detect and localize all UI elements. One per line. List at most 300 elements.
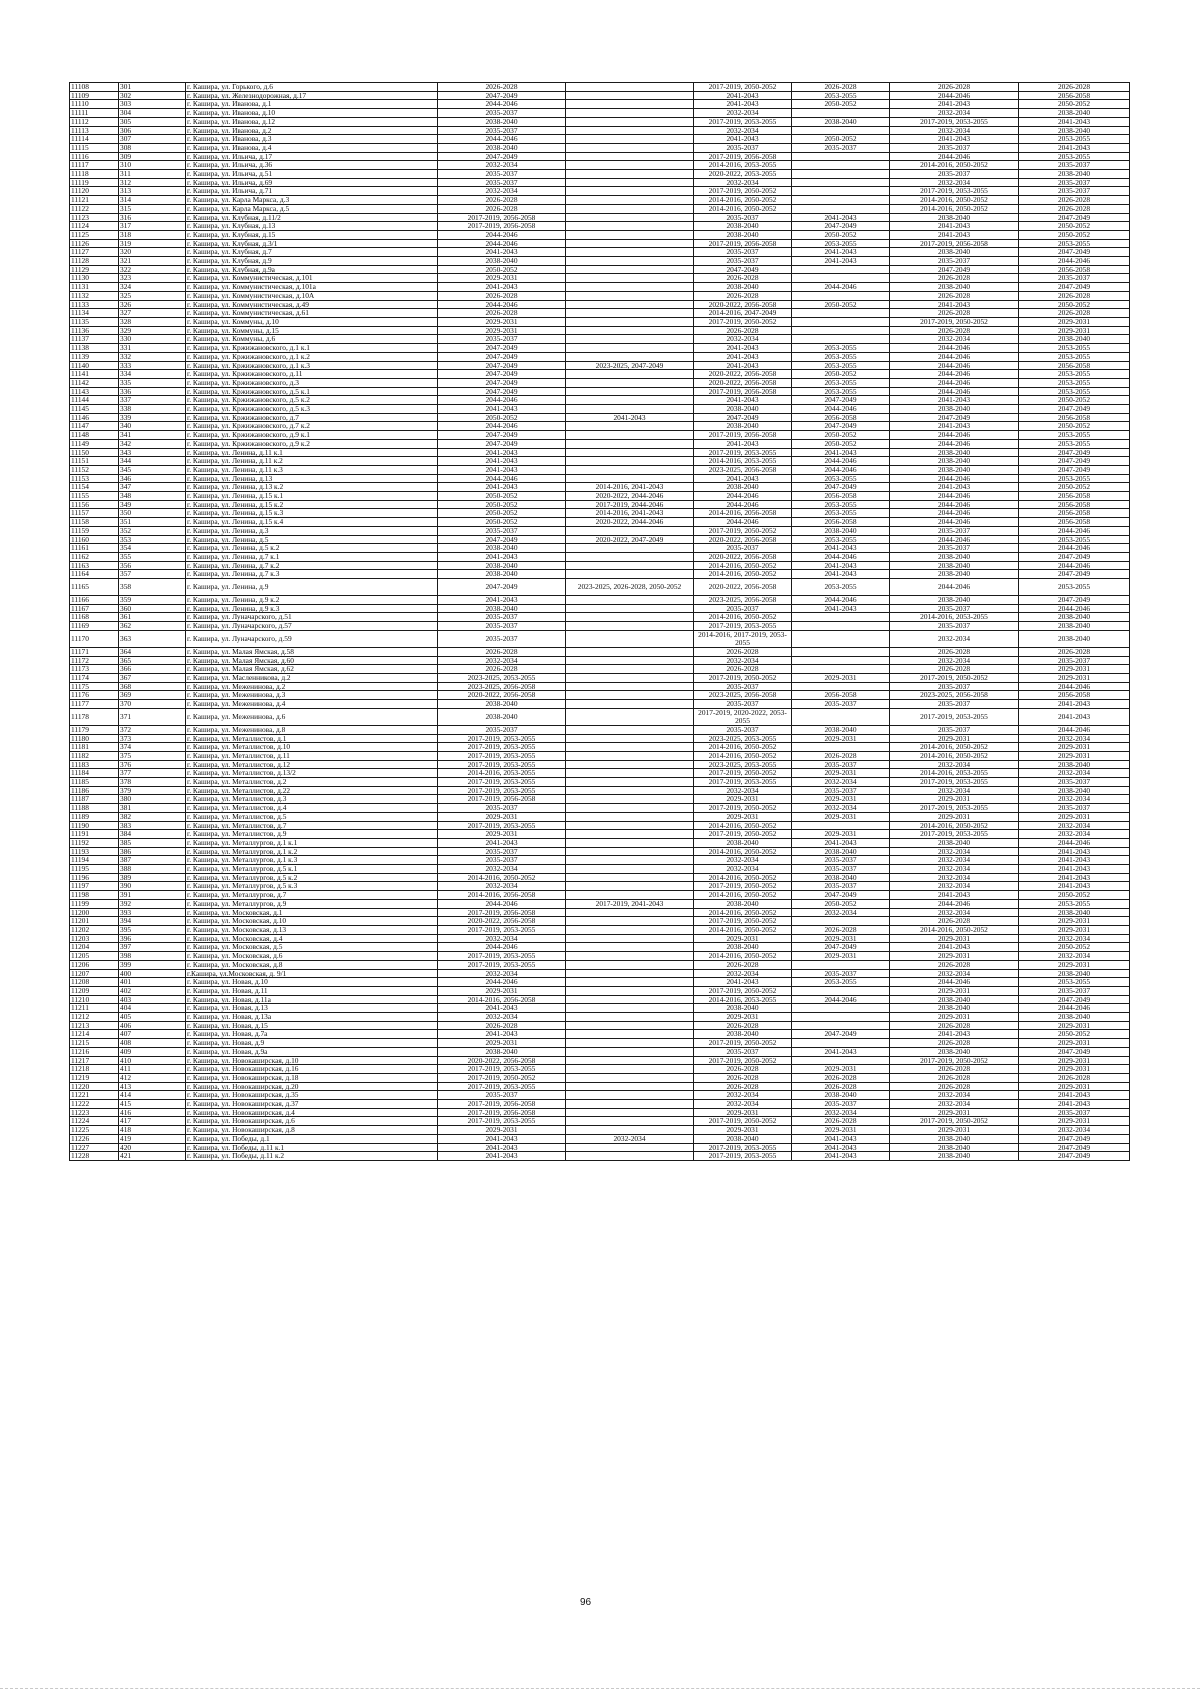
period-cell-3: 2017-2019, 2053-2055 bbox=[694, 1152, 792, 1161]
row-id-cell: 11126 bbox=[70, 239, 119, 248]
row-number-cell: 327 bbox=[119, 309, 186, 318]
period-cell-3: 2014-2016, 2047-2049 bbox=[694, 309, 792, 318]
row-number-cell: 360 bbox=[119, 604, 186, 613]
address-cell: г. Кашира, ул. Новая, д.9а bbox=[186, 1047, 438, 1056]
period-cell-3: 2017-2019, 2050-2052 bbox=[694, 187, 792, 196]
period-cell-6: 2029-2031 bbox=[1019, 1117, 1130, 1126]
table-row bbox=[70, 821, 1130, 830]
row-id-cell: 11127 bbox=[70, 248, 119, 257]
table-row bbox=[70, 274, 1130, 283]
table-row bbox=[70, 882, 1130, 891]
table-row bbox=[70, 579, 1130, 596]
address-cell: г. Кашира, ул. Клубная, д.11/2 bbox=[186, 213, 438, 222]
address-cell: г. Кашира, ул. Ильича, д.69 bbox=[186, 178, 438, 187]
period-cell-5: 2017-2019, 2050-2052 bbox=[890, 1117, 1019, 1126]
row-number-cell: 383 bbox=[119, 821, 186, 830]
period-cell-1: 2050-2052 bbox=[438, 518, 566, 527]
period-cell-2 bbox=[566, 274, 694, 283]
address-cell: г. Кашира, ул. Новокаширская, д.35 bbox=[186, 1091, 438, 1100]
row-number-cell: 401 bbox=[119, 978, 186, 987]
period-cell-5: 2044-2046 bbox=[890, 474, 1019, 483]
row-number-cell: 409 bbox=[119, 1047, 186, 1056]
row-id-cell: 11153 bbox=[70, 474, 119, 483]
row-number-cell: 376 bbox=[119, 760, 186, 769]
row-number-cell: 345 bbox=[119, 465, 186, 474]
period-cell-4: 2035-2037 bbox=[792, 786, 890, 795]
period-cell-6: 2047-2049 bbox=[1019, 570, 1130, 579]
period-cell-4: 2026-2028 bbox=[792, 1082, 890, 1091]
period-cell-6: 2047-2049 bbox=[1019, 1047, 1130, 1056]
period-cell-2 bbox=[566, 838, 694, 847]
period-cell-6: 2038-2040 bbox=[1019, 170, 1130, 179]
row-number-cell: 338 bbox=[119, 405, 186, 414]
period-cell-5: 2026-2028 bbox=[890, 1073, 1019, 1082]
row-id-cell: 11200 bbox=[70, 908, 119, 917]
period-cell-1: 2044-2046 bbox=[438, 396, 566, 405]
address-cell: г. Кашира, ул. Кржижановского, д.7 к.2 bbox=[186, 422, 438, 431]
period-cell-6: 2056-2058 bbox=[1019, 492, 1130, 501]
period-cell-1: 2047-2049 bbox=[438, 152, 566, 161]
period-cell-6: 2047-2049 bbox=[1019, 596, 1130, 605]
period-cell-2 bbox=[566, 378, 694, 387]
row-number-cell: 407 bbox=[119, 1030, 186, 1039]
period-cell-3: 2026-2028 bbox=[694, 665, 792, 674]
period-cell-1: 2041-2043 bbox=[438, 483, 566, 492]
period-cell-4: 2053-2055 bbox=[792, 579, 890, 596]
period-cell-5: 2038-2040 bbox=[890, 1004, 1019, 1013]
period-cell-4: 2050-2052 bbox=[792, 230, 890, 239]
period-cell-6: 2041-2043 bbox=[1019, 873, 1130, 882]
period-cell-4: 2029-2031 bbox=[792, 812, 890, 821]
table-row bbox=[70, 544, 1130, 553]
address-cell: г. Кашира, ул. Малая Ямская, д.62 bbox=[186, 665, 438, 674]
period-cell-1: 2017-2019, 2056-2058 bbox=[438, 795, 566, 804]
period-cell-4 bbox=[792, 1004, 890, 1013]
address-cell: г. Кашира, ул. Кржижановского, д.11 bbox=[186, 370, 438, 379]
period-cell-3: 2017-2019, 2050-2052 bbox=[694, 1117, 792, 1126]
period-cell-2 bbox=[566, 613, 694, 622]
period-cell-6: 2047-2049 bbox=[1019, 465, 1130, 474]
row-number-cell: 310 bbox=[119, 161, 186, 170]
period-cell-6: 2026-2028 bbox=[1019, 1073, 1130, 1082]
table-row bbox=[70, 196, 1130, 205]
row-number-cell: 369 bbox=[119, 691, 186, 700]
row-id-cell: 11151 bbox=[70, 457, 119, 466]
period-cell-5: 2017-2019, 2050-2052 bbox=[890, 317, 1019, 326]
period-cell-2 bbox=[566, 865, 694, 874]
period-cell-4 bbox=[792, 317, 890, 326]
address-cell: г. Кашира, ул. Металлургов, д.5 к.3 bbox=[186, 882, 438, 891]
period-cell-1: 2041-2043 bbox=[438, 552, 566, 561]
period-cell-3: 2041-2043 bbox=[694, 474, 792, 483]
row-number-cell: 408 bbox=[119, 1039, 186, 1048]
table-row bbox=[70, 943, 1130, 952]
period-cell-2: 2020-2022, 2047-2049 bbox=[566, 535, 694, 544]
period-cell-1: 2050-2052 bbox=[438, 492, 566, 501]
address-cell: г. Кашира, ул. Новокаширская, д.18 bbox=[186, 1073, 438, 1082]
address-cell: г. Кашира, ул. Московская, д.13 bbox=[186, 925, 438, 934]
period-cell-1: 2035-2037 bbox=[438, 526, 566, 535]
period-cell-3: 2014-2016, 2050-2052 bbox=[694, 891, 792, 900]
period-cell-4 bbox=[792, 917, 890, 926]
row-id-cell: 11207 bbox=[70, 969, 119, 978]
table-row bbox=[70, 812, 1130, 821]
row-number-cell: 311 bbox=[119, 170, 186, 179]
period-cell-1: 2017-2019, 2053-2055 bbox=[438, 760, 566, 769]
period-cell-1: 2026-2028 bbox=[438, 309, 566, 318]
address-cell: г. Кашира, ул. Ленина, д.7 к.2 bbox=[186, 561, 438, 570]
table-row bbox=[70, 526, 1130, 535]
period-cell-6: 2050-2052 bbox=[1019, 100, 1130, 109]
period-cell-1: 2026-2028 bbox=[438, 1021, 566, 1030]
period-cell-3: 2038-2040 bbox=[694, 1030, 792, 1039]
period-cell-1: 2044-2046 bbox=[438, 474, 566, 483]
row-id-cell: 11166 bbox=[70, 596, 119, 605]
period-cell-4 bbox=[792, 274, 890, 283]
period-cell-5: 2032-2034 bbox=[890, 865, 1019, 874]
period-cell-1: 2038-2040 bbox=[438, 544, 566, 553]
row-id-cell: 11225 bbox=[70, 1126, 119, 1135]
address-cell: г. Кашира, ул. Меженинова, д.8 bbox=[186, 725, 438, 734]
period-cell-1: 2047-2049 bbox=[438, 387, 566, 396]
period-cell-6: 2038-2040 bbox=[1019, 1013, 1130, 1022]
address-cell: г. Кашира, ул. Металлистов, д.10 bbox=[186, 743, 438, 752]
period-cell-6: 2038-2040 bbox=[1019, 613, 1130, 622]
address-cell: г. Кашира, ул. Коммунистическая, д.101 bbox=[186, 274, 438, 283]
period-cell-6: 2038-2040 bbox=[1019, 760, 1130, 769]
row-number-cell: 420 bbox=[119, 1143, 186, 1152]
period-cell-5: 2044-2046 bbox=[890, 978, 1019, 987]
address-cell: г. Кашира, ул. Ленина, д.11 к.1 bbox=[186, 448, 438, 457]
period-cell-4 bbox=[792, 187, 890, 196]
period-cell-4: 2041-2043 bbox=[792, 448, 890, 457]
period-cell-1: 2014-2016, 2056-2058 bbox=[438, 995, 566, 1004]
period-cell-6: 2047-2049 bbox=[1019, 1143, 1130, 1152]
row-id-cell: 11226 bbox=[70, 1134, 119, 1143]
period-cell-4: 2029-2031 bbox=[792, 795, 890, 804]
period-cell-6: 2032-2034 bbox=[1019, 734, 1130, 743]
period-cell-6: 2041-2043 bbox=[1019, 847, 1130, 856]
period-cell-5: 2044-2046 bbox=[890, 899, 1019, 908]
period-cell-6: 2038-2040 bbox=[1019, 109, 1130, 118]
row-id-cell: 11172 bbox=[70, 656, 119, 665]
period-cell-6: 2041-2043 bbox=[1019, 143, 1130, 152]
row-number-cell: 326 bbox=[119, 300, 186, 309]
period-cell-6: 2050-2052 bbox=[1019, 222, 1130, 231]
period-cell-1: 2035-2037 bbox=[438, 178, 566, 187]
row-id-cell: 11110 bbox=[70, 100, 119, 109]
period-cell-2 bbox=[566, 196, 694, 205]
row-number-cell: 364 bbox=[119, 647, 186, 656]
period-cell-6: 2047-2049 bbox=[1019, 213, 1130, 222]
period-cell-2 bbox=[566, 925, 694, 934]
period-cell-4: 2053-2055 bbox=[792, 387, 890, 396]
row-id-cell: 11215 bbox=[70, 1039, 119, 1048]
period-cell-3: 2038-2040 bbox=[694, 230, 792, 239]
period-cell-2 bbox=[566, 178, 694, 187]
period-cell-5: 2035-2037 bbox=[890, 544, 1019, 553]
period-cell-1: 2044-2046 bbox=[438, 300, 566, 309]
address-cell: г. Кашира, ул. Коммуны, д.6 bbox=[186, 335, 438, 344]
row-id-cell: 11135 bbox=[70, 317, 119, 326]
period-cell-3: 2032-2034 bbox=[694, 856, 792, 865]
period-cell-2 bbox=[566, 135, 694, 144]
table-row bbox=[70, 492, 1130, 501]
period-cell-1: 2026-2028 bbox=[438, 83, 566, 92]
period-cell-2 bbox=[566, 952, 694, 961]
period-cell-6: 2026-2028 bbox=[1019, 196, 1130, 205]
period-cell-5: 2029-2031 bbox=[890, 986, 1019, 995]
row-id-cell: 11197 bbox=[70, 882, 119, 891]
table-row bbox=[70, 760, 1130, 769]
period-cell-4: 2047-2049 bbox=[792, 483, 890, 492]
period-cell-2 bbox=[566, 630, 694, 647]
period-cell-5: 2044-2046 bbox=[890, 509, 1019, 518]
period-cell-3: 2032-2034 bbox=[694, 786, 792, 795]
row-id-cell: 11214 bbox=[70, 1030, 119, 1039]
address-cell: г. Кашира, ул. Новокаширская, д.10 bbox=[186, 1056, 438, 1065]
period-cell-5: 2026-2028 bbox=[890, 1065, 1019, 1074]
period-cell-2 bbox=[566, 387, 694, 396]
address-cell: г. Кашира, ул. Горького, д.6 bbox=[186, 83, 438, 92]
period-cell-2 bbox=[566, 847, 694, 856]
row-id-cell: 11190 bbox=[70, 821, 119, 830]
period-cell-6: 2053-2055 bbox=[1019, 344, 1130, 353]
row-number-cell: 372 bbox=[119, 725, 186, 734]
row-number-cell: 382 bbox=[119, 812, 186, 821]
period-cell-3: 2017-2019, 2050-2052 bbox=[694, 317, 792, 326]
row-number-cell: 368 bbox=[119, 682, 186, 691]
table-row bbox=[70, 422, 1130, 431]
row-id-cell: 11183 bbox=[70, 760, 119, 769]
period-cell-5: 2026-2028 bbox=[890, 309, 1019, 318]
period-cell-1: 2044-2046 bbox=[438, 943, 566, 952]
row-number-cell: 367 bbox=[119, 674, 186, 683]
period-cell-5: 2014-2016, 2050-2052 bbox=[890, 743, 1019, 752]
period-cell-4: 2029-2031 bbox=[792, 769, 890, 778]
row-number-cell: 380 bbox=[119, 795, 186, 804]
row-number-cell: 379 bbox=[119, 786, 186, 795]
table-row bbox=[70, 596, 1130, 605]
period-cell-6: 2038-2040 bbox=[1019, 630, 1130, 647]
period-cell-6: 2056-2058 bbox=[1019, 413, 1130, 422]
period-cell-2 bbox=[566, 300, 694, 309]
period-cell-5: 2017-2019, 2056-2058 bbox=[890, 239, 1019, 248]
period-cell-5: 2044-2046 bbox=[890, 431, 1019, 440]
period-cell-3: 2017-2019, 2053-2055 bbox=[694, 1143, 792, 1152]
period-cell-4 bbox=[792, 152, 890, 161]
period-cell-3: 2017-2019, 2050-2052 bbox=[694, 1039, 792, 1048]
table-row bbox=[70, 570, 1130, 579]
table-row bbox=[70, 856, 1130, 865]
period-cell-5: 2032-2034 bbox=[890, 178, 1019, 187]
table-row bbox=[70, 769, 1130, 778]
row-number-cell: 398 bbox=[119, 952, 186, 961]
period-cell-2 bbox=[566, 795, 694, 804]
address-cell: г. Кашира, ул. Кржижановского, д.1 к.3 bbox=[186, 361, 438, 370]
period-cell-2 bbox=[566, 596, 694, 605]
address-cell: г. Кашира, ул. Ленина, д.13 bbox=[186, 474, 438, 483]
period-cell-4: 2041-2043 bbox=[792, 1152, 890, 1161]
row-id-cell: 11109 bbox=[70, 91, 119, 100]
row-id-cell: 11161 bbox=[70, 544, 119, 553]
period-cell-3: 2038-2040 bbox=[694, 483, 792, 492]
period-cell-2 bbox=[566, 431, 694, 440]
period-cell-6: 2053-2055 bbox=[1019, 152, 1130, 161]
row-id-cell: 11196 bbox=[70, 873, 119, 882]
period-cell-4 bbox=[792, 170, 890, 179]
period-cell-3: 2026-2028 bbox=[694, 960, 792, 969]
row-number-cell: 342 bbox=[119, 439, 186, 448]
period-cell-2 bbox=[566, 239, 694, 248]
period-cell-6: 2026-2028 bbox=[1019, 83, 1130, 92]
table-row bbox=[70, 847, 1130, 856]
period-cell-2 bbox=[566, 1013, 694, 1022]
period-cell-6: 2041-2043 bbox=[1019, 865, 1130, 874]
period-cell-2 bbox=[566, 1100, 694, 1109]
period-cell-1: 2029-2031 bbox=[438, 1126, 566, 1135]
address-cell: г. Кашира, ул. Кржижановского, д.3 bbox=[186, 378, 438, 387]
period-cell-2 bbox=[566, 917, 694, 926]
row-id-cell: 11227 bbox=[70, 1143, 119, 1152]
period-cell-5: 2041-2043 bbox=[890, 135, 1019, 144]
period-cell-2 bbox=[566, 830, 694, 839]
period-cell-1: 2026-2028 bbox=[438, 665, 566, 674]
period-cell-6: 2053-2055 bbox=[1019, 370, 1130, 379]
period-cell-3: 2029-2031 bbox=[694, 1013, 792, 1022]
row-number-cell: 417 bbox=[119, 1117, 186, 1126]
address-cell: г. Кашира, ул. Коммунистическая, д.61 bbox=[186, 309, 438, 318]
period-cell-2 bbox=[566, 422, 694, 431]
period-cell-4: 2041-2043 bbox=[792, 1047, 890, 1056]
period-cell-4: 2056-2058 bbox=[792, 413, 890, 422]
address-cell: г. Кашира, ул. Ильича, д.71 bbox=[186, 187, 438, 196]
period-cell-1: 2035-2037 bbox=[438, 856, 566, 865]
row-number-cell: 301 bbox=[119, 83, 186, 92]
period-cell-2 bbox=[566, 100, 694, 109]
period-cell-1: 2047-2049 bbox=[438, 431, 566, 440]
period-cell-5: 2029-2031 bbox=[890, 795, 1019, 804]
period-cell-2 bbox=[566, 352, 694, 361]
period-cell-2 bbox=[566, 682, 694, 691]
row-number-cell: 320 bbox=[119, 248, 186, 257]
period-cell-6: 2038-2040 bbox=[1019, 335, 1130, 344]
table-row bbox=[70, 187, 1130, 196]
address-cell: г. Кашира, ул. Металлистов, д.1 bbox=[186, 734, 438, 743]
row-number-cell: 348 bbox=[119, 492, 186, 501]
period-cell-3: 2044-2046 bbox=[694, 518, 792, 527]
period-cell-5: 2038-2040 bbox=[890, 465, 1019, 474]
row-number-cell: 333 bbox=[119, 361, 186, 370]
period-cell-5: 2035-2037 bbox=[890, 257, 1019, 266]
period-cell-2 bbox=[566, 335, 694, 344]
period-cell-1: 2047-2049 bbox=[438, 352, 566, 361]
period-cell-5: 2017-2019, 2053-2055 bbox=[890, 187, 1019, 196]
row-number-cell: 375 bbox=[119, 751, 186, 760]
row-id-cell: 11160 bbox=[70, 535, 119, 544]
period-cell-5: 2029-2031 bbox=[890, 934, 1019, 943]
period-cell-5: 2026-2028 bbox=[890, 83, 1019, 92]
row-number-cell: 343 bbox=[119, 448, 186, 457]
row-number-cell: 306 bbox=[119, 126, 186, 135]
period-cell-5: 2044-2046 bbox=[890, 492, 1019, 501]
row-id-cell: 11180 bbox=[70, 734, 119, 743]
period-cell-4 bbox=[792, 109, 890, 118]
period-cell-1: 2047-2049 bbox=[438, 370, 566, 379]
row-number-cell: 317 bbox=[119, 222, 186, 231]
address-cell: г. Кашира, ул. Клубная, д.3/1 bbox=[186, 239, 438, 248]
row-number-cell: 336 bbox=[119, 387, 186, 396]
period-cell-1: 2017-2019, 2053-2055 bbox=[438, 778, 566, 787]
period-cell-4: 2041-2043 bbox=[792, 838, 890, 847]
row-number-cell: 346 bbox=[119, 474, 186, 483]
period-cell-5: 2029-2031 bbox=[890, 1126, 1019, 1135]
period-cell-5: 2047-2049 bbox=[890, 265, 1019, 274]
period-cell-2: 2014-2016, 2041-2043 bbox=[566, 509, 694, 518]
address-cell: г. Кашира, ул. Меженинова, д.2 bbox=[186, 682, 438, 691]
period-cell-2: 2032-2034 bbox=[566, 1134, 694, 1143]
period-cell-4: 2053-2055 bbox=[792, 352, 890, 361]
period-cell-3: 2023-2025, 2053-2055 bbox=[694, 734, 792, 743]
period-cell-3: 2035-2037 bbox=[694, 700, 792, 709]
row-id-cell: 11145 bbox=[70, 405, 119, 414]
period-cell-5: 2032-2034 bbox=[890, 1100, 1019, 1109]
row-id-cell: 11140 bbox=[70, 361, 119, 370]
address-cell: г. Кашира, ул. Кржижановского, д.9 к.1 bbox=[186, 431, 438, 440]
table-row bbox=[70, 309, 1130, 318]
table-row bbox=[70, 222, 1130, 231]
period-cell-3: 2026-2028 bbox=[694, 326, 792, 335]
period-cell-6: 2050-2052 bbox=[1019, 230, 1130, 239]
period-cell-6: 2056-2058 bbox=[1019, 518, 1130, 527]
table-row bbox=[70, 91, 1130, 100]
address-cell: г. Кашира, ул. Луначарского, д.57 bbox=[186, 622, 438, 631]
period-cell-4: 2047-2049 bbox=[792, 222, 890, 231]
table-row bbox=[70, 1030, 1130, 1039]
period-cell-2 bbox=[566, 882, 694, 891]
period-cell-3: 2032-2034 bbox=[694, 656, 792, 665]
row-number-cell: 371 bbox=[119, 708, 186, 725]
row-id-cell: 11115 bbox=[70, 143, 119, 152]
row-number-cell: 405 bbox=[119, 1013, 186, 1022]
period-cell-4: 2044-2046 bbox=[792, 596, 890, 605]
row-id-cell: 11111 bbox=[70, 109, 119, 118]
period-cell-4: 2047-2049 bbox=[792, 396, 890, 405]
address-cell: г. Кашира, ул. Ленина, д.11 к.2 bbox=[186, 457, 438, 466]
period-cell-1: 2017-2019, 2053-2055 bbox=[438, 751, 566, 760]
address-cell: г. Кашира, ул. Ленина, д.7 к.1 bbox=[186, 552, 438, 561]
row-number-cell: 421 bbox=[119, 1152, 186, 1161]
table-row bbox=[70, 178, 1130, 187]
row-id-cell: 11117 bbox=[70, 161, 119, 170]
period-cell-6: 2029-2031 bbox=[1019, 960, 1130, 969]
row-number-cell: 392 bbox=[119, 899, 186, 908]
row-id-cell: 11108 bbox=[70, 83, 119, 92]
period-cell-4: 2029-2031 bbox=[792, 734, 890, 743]
period-cell-4 bbox=[792, 1056, 890, 1065]
address-cell: г. Кашира, ул. Московская, д.6 bbox=[186, 952, 438, 961]
period-cell-2 bbox=[566, 1073, 694, 1082]
period-cell-3: 2017-2019, 2020-2022, 2053-2055 bbox=[694, 708, 792, 725]
address-cell: г. Кашира, ул. Луначарского, д.59 bbox=[186, 630, 438, 647]
period-cell-2: 2017-2019, 2041-2043 bbox=[566, 899, 694, 908]
period-cell-5: 2017-2019, 2050-2052 bbox=[890, 674, 1019, 683]
table-row bbox=[70, 960, 1130, 969]
period-cell-6: 2035-2037 bbox=[1019, 656, 1130, 665]
period-cell-2 bbox=[566, 708, 694, 725]
address-cell: г. Кашира, ул. Металлистов, д.22 bbox=[186, 786, 438, 795]
period-cell-1: 2032-2034 bbox=[438, 969, 566, 978]
